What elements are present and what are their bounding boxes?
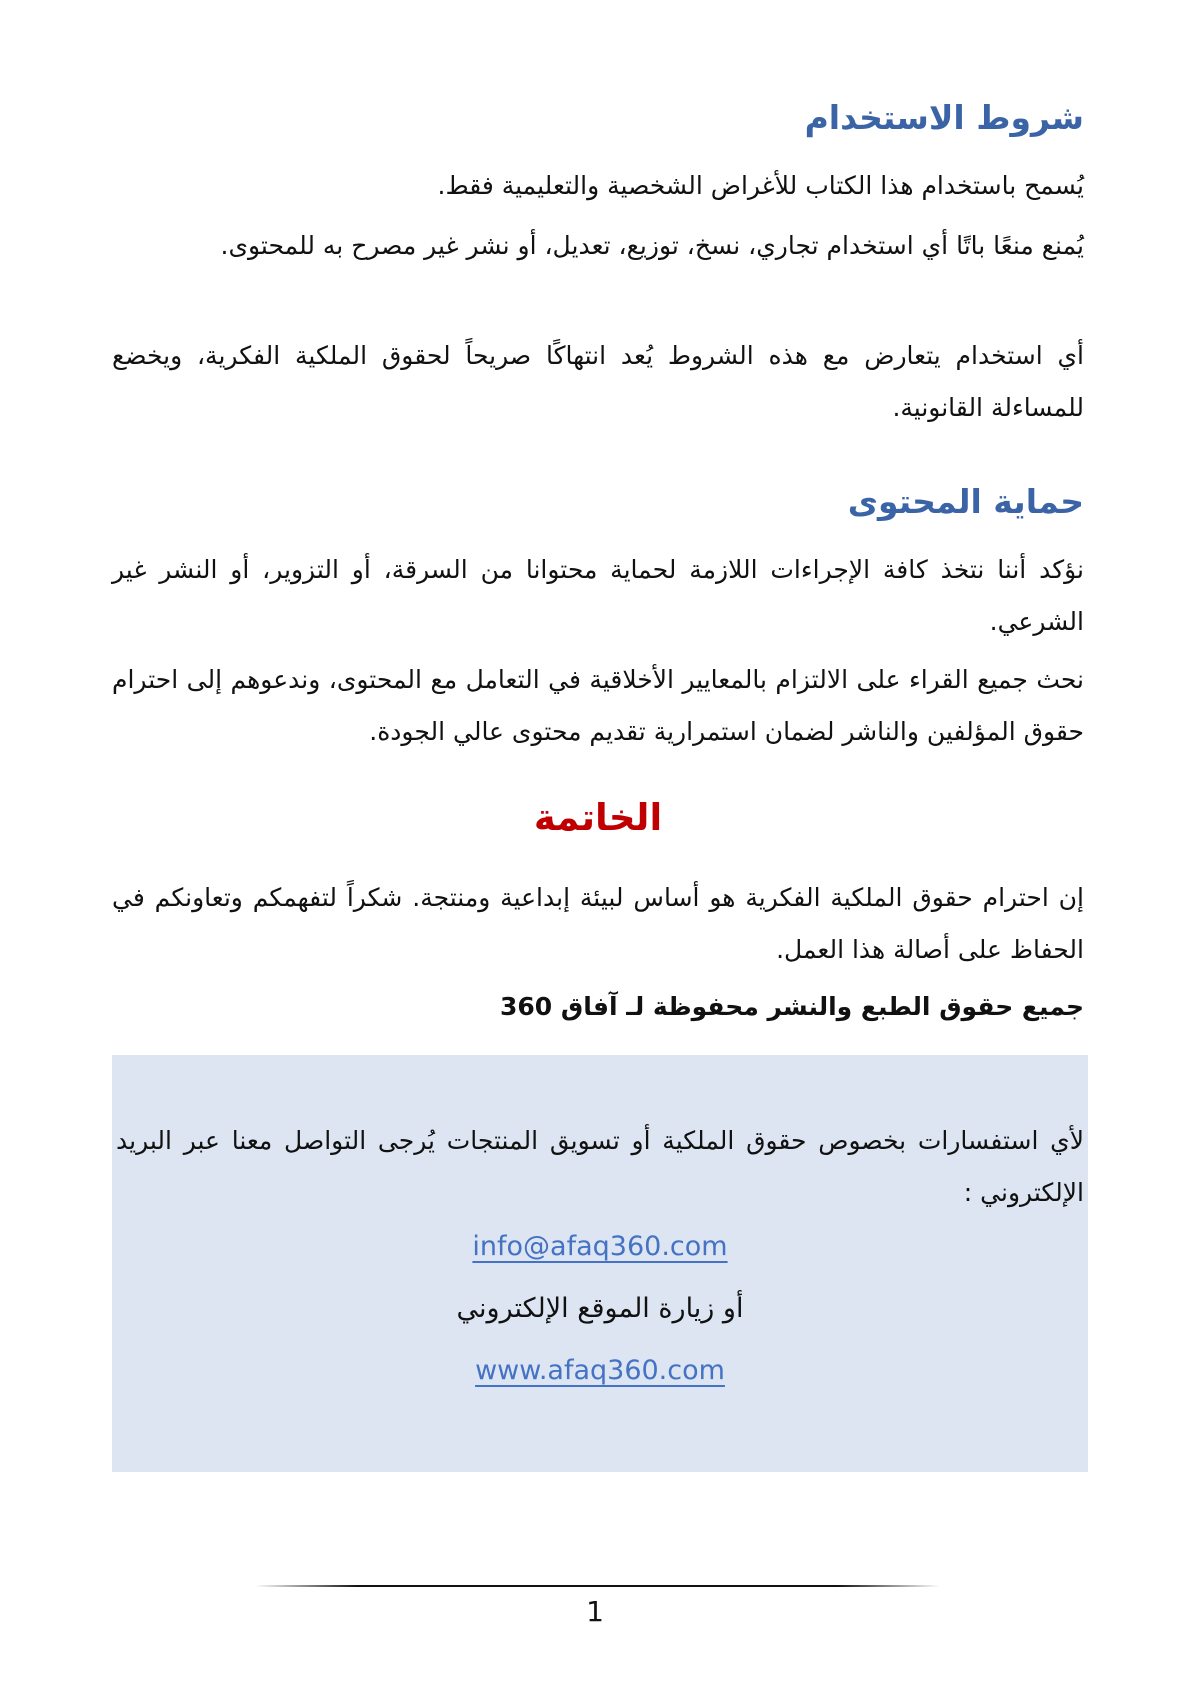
terms-paragraph-1: يُسمح باستخدام هذا الكتاب للأغراض الشخصية والتعليمية فقط.: [437, 171, 1084, 200]
protection-paragraph-1: نؤكد أننا نتخذ كافة الإجراءات اللازمة لحماية محتوانا من السرقة، أو التزوير، أو النشر غير الشرعي.: [112, 555, 1084, 636]
protection-heading: حماية المحتوى: [847, 482, 1084, 521]
protection-paragraph-2: نحث جميع القراء على الالتزام بالمعايير الأخلاقية في التعامل مع المحتوى، وندعوهم إلى احترام حقوق المؤلفين والناشر لضمان استمرارية تقديم محتوى عالي الجودة.: [112, 665, 1084, 746]
page-number: 1: [586, 1595, 604, 1628]
conclusion-paragraph: إن احترام حقوق الملكية الفكرية هو أساس لبيئة إبداعية ومنتجة. شكراً لتفهمكم وتعاونكم في الحفاظ على أصالة هذا العمل.: [112, 883, 1084, 964]
terms-paragraph-2: يُمنع منعًا باتًا أي استخدام تجاري، نسخ، توزيع، تعديل، أو نشر غير مصرح به للمحتوى.: [220, 231, 1084, 260]
website-link[interactable]: www.afaq360.com: [475, 1355, 725, 1386]
footer-divider: [255, 1585, 940, 1587]
terms-heading: شروط الاستخدام: [804, 98, 1084, 137]
copyright-notice: جميع حقوق الطبع والنشر محفوظة لـ آفاق 360: [500, 992, 1084, 1021]
website-label: أو زيارة الموقع الإلكتروني: [456, 1293, 744, 1324]
terms-paragraph-3: أي استخدام يتعارض مع هذه الشروط يُعد انتهاكًا صريحاً لحقوق الملكية الفكرية، ويخضع للمساءلة القانونية.: [112, 341, 1084, 422]
email-link[interactable]: info@afaq360.com: [472, 1231, 728, 1262]
contact-text: لأي استفسارات بخصوص حقوق الملكية أو تسويق المنتجات يُرجى التواصل معنا عبر البريد الإلكتروني :: [116, 1126, 1084, 1207]
contact-box: [112, 1055, 1088, 1472]
conclusion-heading: الخاتمة: [533, 796, 663, 839]
